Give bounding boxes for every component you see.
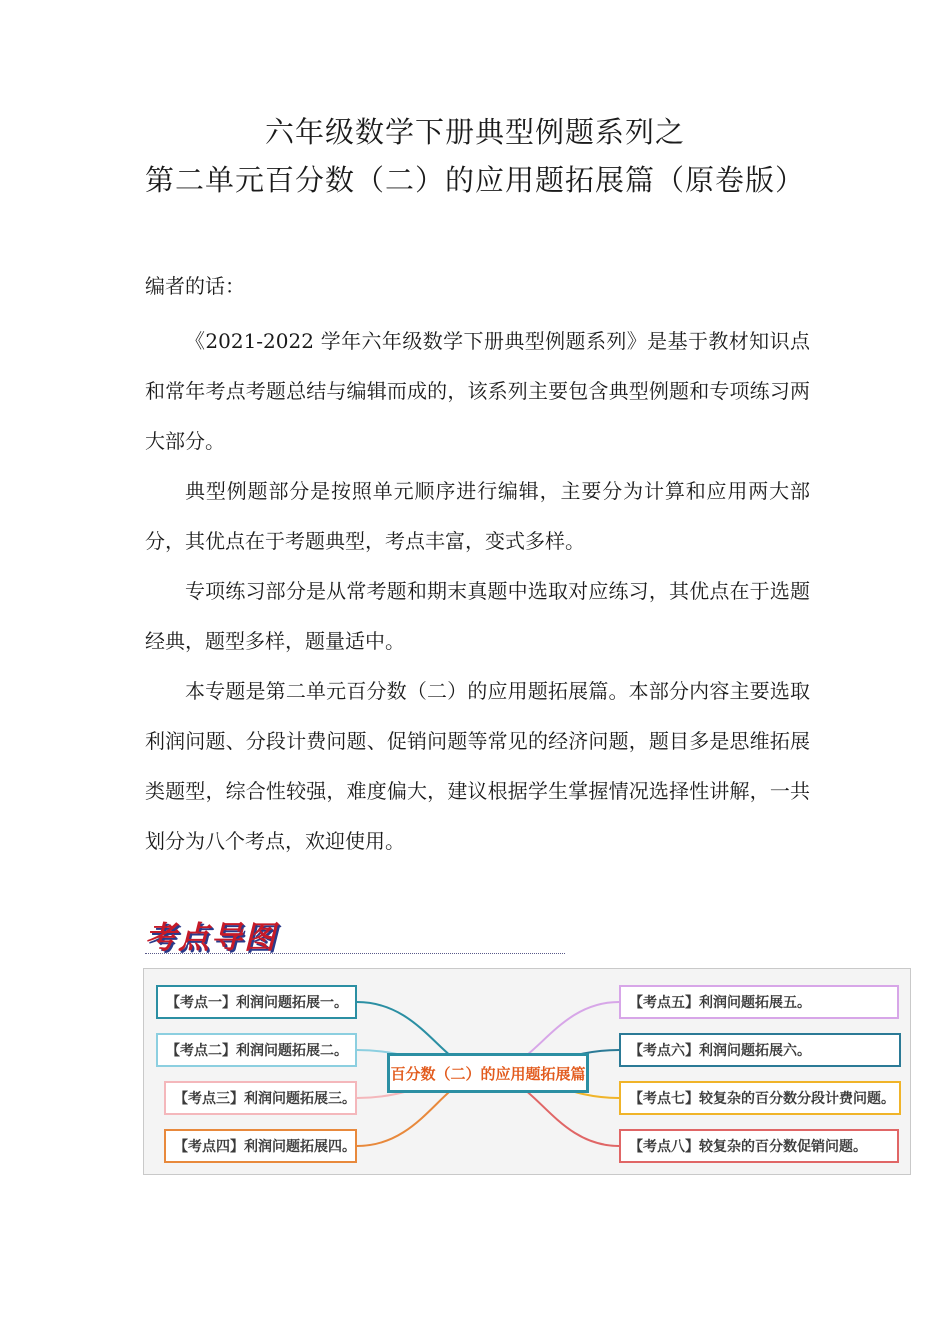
paragraph-3: 专项练习部分是从常考题和期末真题中选取对应练习，其优点在于选题经典，题型多样，题量适中。: [145, 579, 810, 653]
topic-node-2[interactable]: 【考点二】利润问题拓展二。: [156, 1033, 357, 1067]
intro-paragraphs: [145, 316, 810, 866]
topic-node-1[interactable]: 【考点一】利润问题拓展一。: [156, 985, 357, 1019]
topic-node-5[interactable]: 【考点五】利润问题拓展五。: [619, 985, 899, 1019]
mindmap-center-node[interactable]: 百分数（二）的应用题拓展篇: [387, 1053, 589, 1093]
document-title-line2: 第二单元百分数（二）的应用题拓展篇（原卷版）: [144, 163, 805, 197]
topic-node-6[interactable]: 【考点六】利润问题拓展六。: [619, 1033, 901, 1067]
paragraph-4: 本专题是第二单元百分数（二）的应用题拓展篇。本部分内容主要选取利润问题、分段计费问题、促销问题等常见的经济问题，题目多是思维拓展类题型，综合性较强，难度偏大，建议根据学生掌握情况选择性讲解，一共划分为八个考点，欢迎使用。: [145, 679, 810, 853]
intro-label: 编者的话：: [145, 274, 245, 298]
topic-node-8[interactable]: 【考点八】较复杂的百分数促销问题。: [619, 1129, 899, 1163]
paragraph-1: 《2021-2022 学年六年级数学下册典型例题系列》是基于教材知识点和常年考点考题总结与编辑而成的，该系列主要包含典型例题和专项练习两大部分。: [145, 329, 810, 453]
document-title-line1: 六年级数学下册典型例题系列之: [264, 115, 685, 149]
mindmap-banner: 考点导图: [145, 920, 277, 956]
topic-node-3[interactable]: 【考点三】利润问题拓展三。: [164, 1081, 357, 1115]
topic-node-7[interactable]: 【考点七】较复杂的百分数分段计费问题。: [619, 1081, 901, 1115]
topic-node-4[interactable]: 【考点四】利润问题拓展四。: [164, 1129, 357, 1163]
banner-divider: [145, 953, 565, 956]
paragraph-2: 典型例题部分是按照单元顺序进行编辑，主要分为计算和应用两大部分，其优点在于考题典型，考点丰富，变式多样。: [145, 479, 810, 553]
mindmap: [143, 968, 911, 1175]
